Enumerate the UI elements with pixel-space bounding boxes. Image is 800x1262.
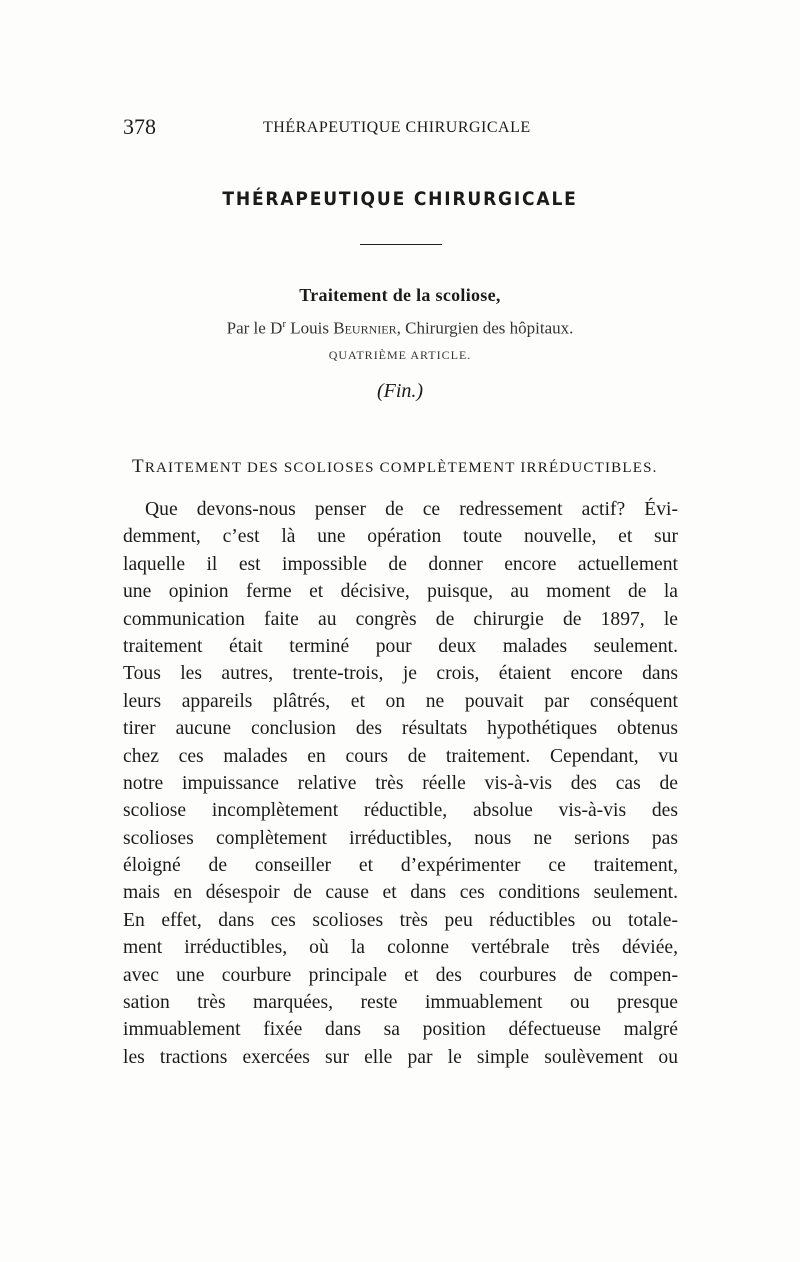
body-line: leurs appareils plâtrés, et on ne pouvait par conséquent [123, 690, 678, 712]
article-subtitle: Traitement de la scoliose, [299, 285, 501, 305]
body-line: traitement était terminé pour deux malades seulement. [123, 635, 678, 657]
article-title: THÉRAPEUTIQUE CHIRURGICALE [222, 188, 578, 210]
body-line: Tous les autres, trente-trois, je crois, étaient encore dans [123, 663, 678, 685]
body-line: notre impuissance relative très réelle vis-à-vis des cas de [123, 772, 678, 794]
body-line: chez ces malades en cours de traitement. Cependant, vu [123, 745, 678, 767]
body-line: avec une courbure principale et des courbures de compen- [123, 964, 678, 986]
body-line: scolioses complètement irréductibles, nous ne serions pas [123, 827, 678, 849]
body-line: Que devons-nous penser de ce redressement actif? Évi- [145, 499, 678, 520]
body-line: En effet, dans ces scolioses très peu réductibles ou totale- [123, 909, 678, 931]
fin-marker: (Fin.) [376, 380, 424, 402]
body-line: les tractions exercées sur elle par le simple soulèvement ou [123, 1046, 678, 1068]
body-line: demment, c’est là une opération toute nouvelle, et sur [123, 526, 678, 548]
body-line: communication faite au congrès de chirurgie de 1897, le [123, 608, 678, 630]
byline-name: Louis [286, 318, 334, 338]
article-number: QUATRIÈME ARTICLE. [328, 348, 472, 362]
body-line: éloigné de conseiller et d’expérimenter ce traitement, [123, 855, 678, 877]
section-heading [132, 456, 677, 478]
body-line: ment irréductibles, où la colonne vertébrale très déviée, [123, 937, 678, 959]
byline [0, 318, 800, 339]
body-line: immuablement fixée dans sa position défectueuse malgré [123, 1019, 678, 1041]
body-line: sation très marquées, reste immuablement ou presque [123, 992, 678, 1014]
section-heading-initial: T [132, 456, 145, 477]
byline-suffix: , Chirurgien des hôpitaux. [396, 318, 574, 338]
title-divider [360, 244, 442, 245]
body-line: laquelle il est impossible de donner encore actuellement [123, 553, 678, 575]
running-title: THÉRAPEUTIQUE CHIRURGICALE [263, 119, 531, 136]
body-line: mais en désespoir de cause et dans ces conditions seulement. [123, 882, 678, 904]
byline-surname: Beurnier [333, 318, 397, 338]
body-text [123, 496, 678, 1071]
byline-prefix: Par le D [226, 318, 283, 338]
byline-superscript: r [282, 318, 287, 330]
section-heading-text: RAITEMENT DES SCOLIOSES COMPLÈTEMENT IRRÉDUCTIBLES. [144, 460, 658, 476]
running-header [123, 116, 677, 140]
body-line: scoliose incomplètement réductible, absolue vis-à-vis des [123, 800, 678, 822]
body-line: tirer aucune conclusion des résultats hypothétiques obtenus [123, 718, 678, 740]
page-number: 378 [123, 114, 156, 139]
body-line: une opinion ferme et décisive, puisque, au moment de la [123, 581, 678, 603]
